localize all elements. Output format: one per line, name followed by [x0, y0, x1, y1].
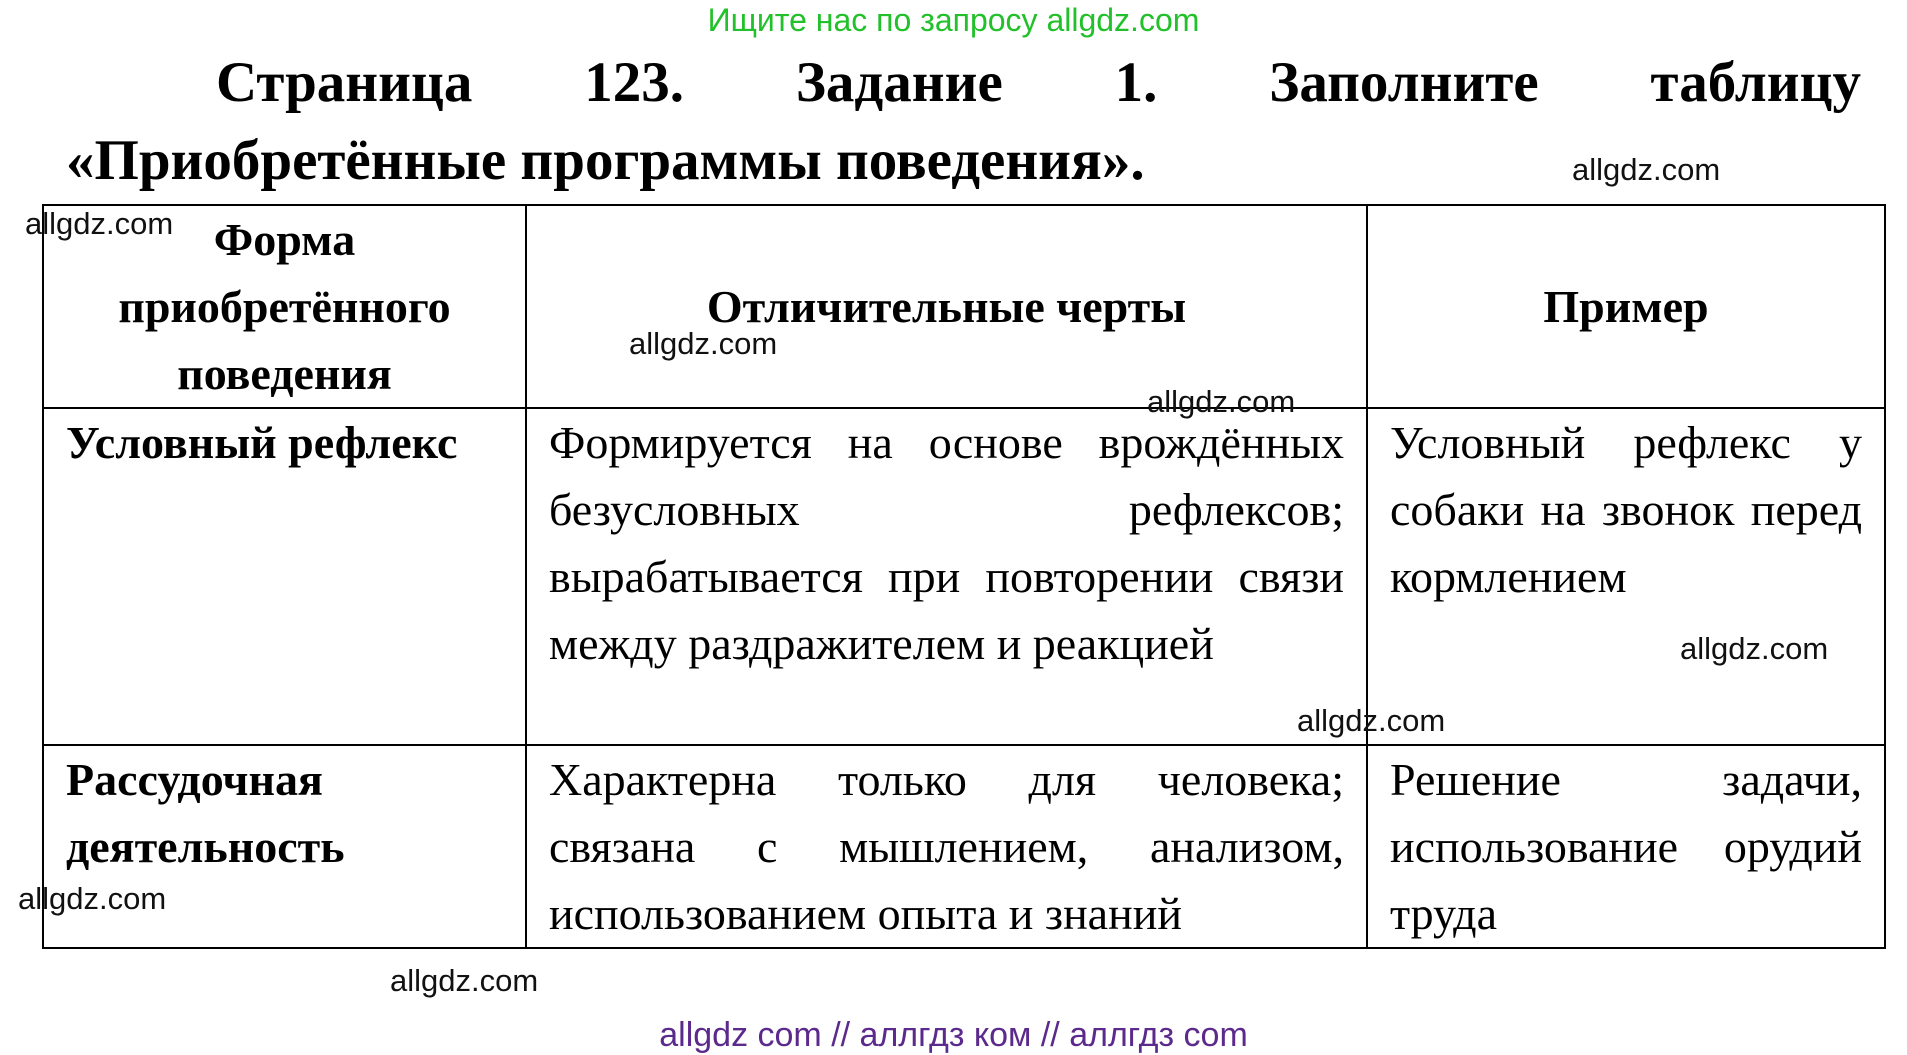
cell-features: Характерна только для человека; связана с мышлением, анализом, использованием опыта и знаний [526, 745, 1367, 948]
watermark: allgdz.com [25, 206, 174, 241]
table-header-row [43, 205, 1885, 408]
watermark: allgdz.com [629, 326, 778, 361]
cell-example: Решение задачи, использование орудий труда [1367, 745, 1885, 948]
heading-word: 1. [1114, 51, 1158, 114]
top-banner: Ищите нас по запросу allgdz.com [707, 2, 1200, 38]
watermark: allgdz.com [1680, 631, 1829, 666]
cell-form: Рассудочная деятельность [43, 745, 526, 948]
header-example: Пример [1367, 205, 1885, 408]
header-form: Форма приобретённого поведения [43, 205, 526, 408]
watermark: allgdz.com [1572, 152, 1721, 187]
cell-form: Условный рефлекс [43, 408, 526, 745]
watermark: allgdz.com [1297, 703, 1446, 738]
header-features: Отличительные черты [526, 205, 1367, 408]
cell-features: Формируется на основе врождённых безусловных рефлексов; вырабатывается при повторении связи между раздражителем и реакцией [526, 408, 1367, 745]
watermark: allgdz.com [1147, 384, 1296, 419]
bottom-banner: allgdz com // аллгдз ком // аллгдз com [659, 1016, 1248, 1054]
table-row [43, 408, 1885, 745]
heading-line-1 [66, 44, 1861, 122]
heading-word: таблицу [1650, 51, 1861, 114]
table-row [43, 745, 1885, 948]
watermark: allgdz.com [18, 881, 167, 916]
behavior-table [42, 204, 1886, 949]
heading-word: Заполните [1269, 51, 1539, 114]
watermark: allgdz.com [390, 963, 539, 998]
heading-line-2: «Приобретённые программы поведения». [66, 129, 1145, 192]
heading-word: 123. [584, 51, 684, 114]
cell-example: Условный рефлекс у собаки на звонок перед кормлением [1367, 408, 1885, 745]
heading-word: Задание [795, 51, 1003, 114]
heading-word: Страница [216, 51, 473, 114]
